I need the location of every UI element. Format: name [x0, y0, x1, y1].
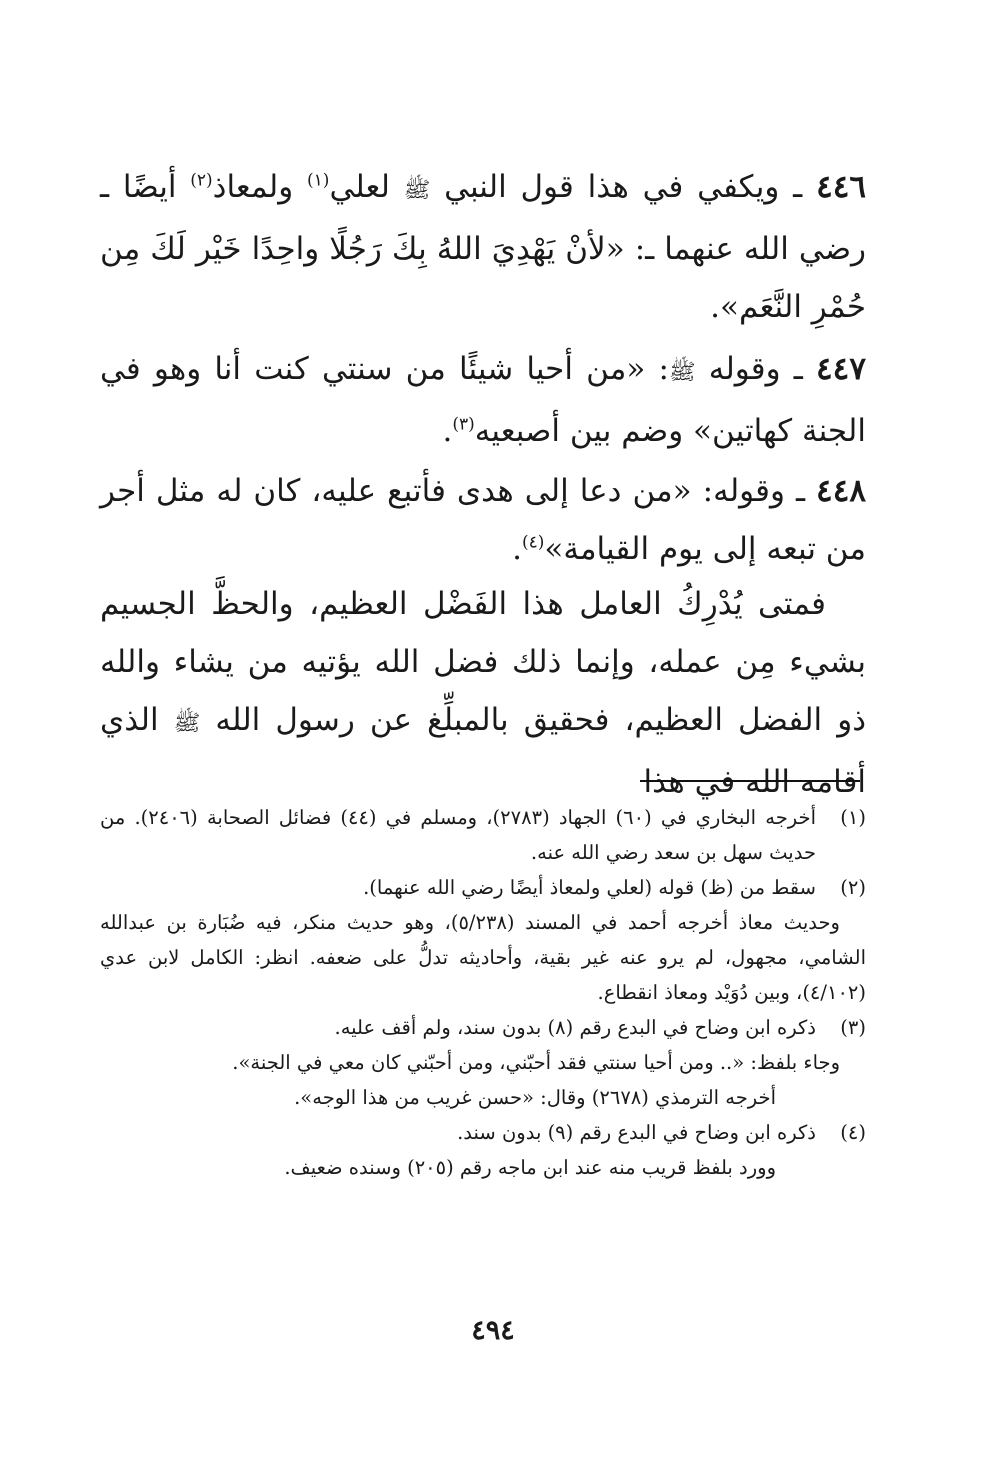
- paragraph-number: ٤٤٧: [816, 351, 866, 387]
- footnote-separator: [640, 780, 860, 782]
- footnote-mark: (١): [840, 806, 866, 829]
- footnote-text: وجاء بلفظ: «.. ومن أحيا سنتي فقد أحبّني، ومن أحبّني كان معي في الجنة».: [232, 1051, 840, 1074]
- footnote-4: [100, 1115, 866, 1150]
- paragraph-448: [100, 462, 866, 578]
- footnote-ref-1[interactable]: (١): [307, 170, 330, 191]
- footnote-mark: (٣): [840, 1016, 866, 1039]
- footnote-text: سقط من (ظ) قوله (لعلي ولمعاذ أيضًا رضي الله عنهما).: [363, 876, 816, 899]
- footnote-4-continuation: وورد بلفظ قريب منه عند ابن ماجه رقم (٢٠٥) وسنده ضعيف.: [284, 1156, 776, 1179]
- closing-paragraph: [100, 575, 866, 811]
- paragraph-text: .: [442, 413, 453, 449]
- paragraph-446: [100, 158, 866, 336]
- paragraph-text: أيضًا ـ رضي الله عنهما ـ: «لأنْ يَهْدِيَ اللهُ بِكَ رَجُلًا واحِدًا خَيْر لَكَ مِن حُمْرِ النَّعَم».: [100, 169, 866, 325]
- salawat-glyph: ﷺ: [668, 360, 696, 385]
- footnote-3-continuation: [100, 1045, 866, 1080]
- paragraph-text: : «من أحيا شيئًا من سنتي كنت أنا وهو في الجنة كهاتين» وضم بين أصبعيه: [100, 351, 866, 449]
- paragraph-text: ولمعاذ: [212, 169, 308, 205]
- footnote-2-continuation: [100, 905, 866, 1010]
- paragraph-text: الذي أقامه الله في هذا: [100, 702, 866, 800]
- paragraph-text: .: [512, 531, 522, 567]
- paragraph-text: ـ وقوله: [695, 351, 803, 387]
- paragraph-number: ٤٤٨: [816, 473, 866, 509]
- paragraph-text: ـ وقوله: «من دعا إلى هدى فأتبع عليه، كان له مثل أجر من تبعه إلى يوم القيامة»: [100, 473, 866, 567]
- salawat-glyph: ﷺ: [403, 178, 431, 203]
- paragraph-447: [100, 340, 866, 460]
- salawat-glyph: ﷺ: [173, 711, 201, 736]
- footnote-text: ذكره ابن وضاح في البدع رقم (٨) بدون سند، ولم أقف عليه.: [334, 1016, 816, 1039]
- footnote-mark: (٢): [840, 876, 866, 899]
- footnote-3: [100, 1010, 866, 1045]
- footnote-3-extra: أخرجه الترمذي (٢٦٧٨) وقال: «حسن غريب من هذا الوجه».: [294, 1086, 776, 1109]
- footnotes-section: [100, 800, 866, 1185]
- paragraph-text: فمتى يُدْرِكُ العامل هذا الفَضْل العظيم، والحظَّ الجسيم بشيء مِن عمله، وإنما ذلك فضل الله يؤتيه من يشاء والله ذو الفضل العظيم، فحقيق بالمبلِّغ عن رسول الله: [100, 586, 867, 738]
- footnote-ref-4[interactable]: (٤): [521, 532, 545, 553]
- footnote-text: ذكره ابن وضاح في البدع رقم (٩) بدون سند.: [457, 1121, 816, 1144]
- footnote-ref-3[interactable]: (٣): [452, 414, 475, 435]
- footnote-text: أخرجه البخاري في (٦٠) الجهاد (٢٧٨٣)، ومسلم في (٤٤) فضائل الصحابة (٢٤٠٦). من حديث سهل بن سعد رضي الله عنه.: [100, 806, 816, 864]
- footnote-ref-2[interactable]: (٢): [190, 170, 213, 191]
- footnote-mark: (٤): [840, 1121, 866, 1144]
- page-number: ٤٩٤: [471, 1315, 515, 1346]
- footnote-text: وحديث معاذ أخرجه أحمد في المسند (٥/٢٣٨)، وهو حديث منكر، فيه ضُبَارة بن عبدالله الشامي، مجهول، لم يرو عنه غير بقية، وأحاديثه تدلُّ على ضعفه. انظر: الكامل لابن عدي (٤/١٠٢)، وبين دُوَيْد ومعاذ انقطاع.: [100, 911, 866, 1004]
- paragraph-text: لعلي: [329, 169, 404, 205]
- footnote-2: [100, 870, 866, 905]
- paragraph-number: ٤٤٦: [816, 169, 867, 205]
- footnote-1: [100, 800, 866, 870]
- paragraph-text: ـ ويكفي في هذا قول النبي: [430, 169, 803, 205]
